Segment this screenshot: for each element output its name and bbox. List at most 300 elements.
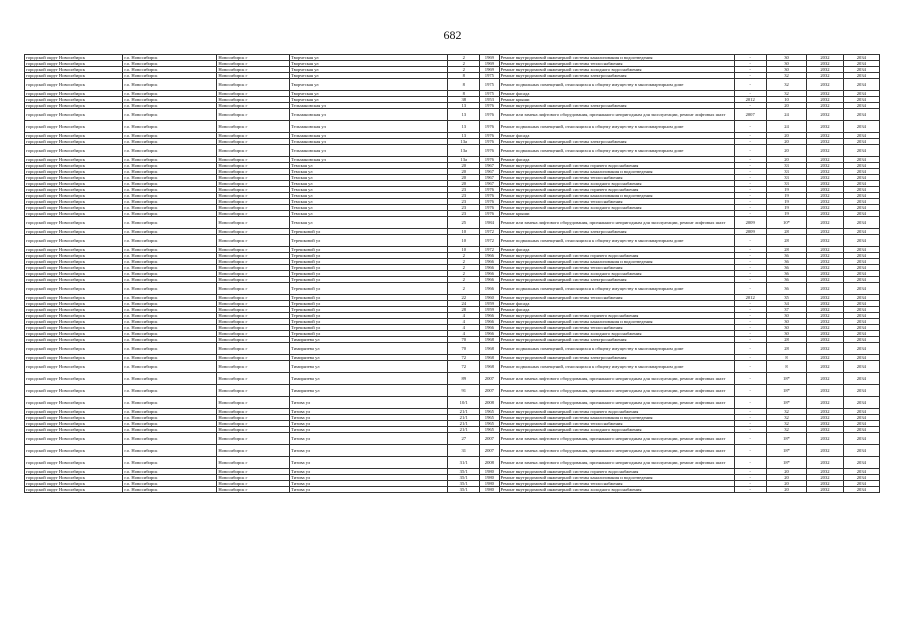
start-year-cell: 2032 (807, 205, 843, 211)
start-year-cell: 2032 (807, 343, 843, 355)
work-type-cell: Ремонт внутридомовой инженерной системы холодного водоснабжения (499, 67, 734, 73)
build-year-cell: 1984 (480, 217, 499, 229)
settlement-cell: Новосибирск г (217, 109, 290, 121)
work-type-cell: Ремонт фасада (499, 91, 734, 97)
wear-percent-cell: 36 (766, 271, 807, 277)
district-cell: г.о. Новосибирск (123, 199, 217, 205)
last-repair-year-cell: 2009 (734, 229, 766, 235)
street-cell: Темская ул (290, 163, 448, 169)
municipality-cell: городской округ Новосибирск (25, 163, 123, 169)
house-number-cell: 35/1 (448, 469, 480, 475)
house-number-cell: 2 (448, 271, 480, 277)
district-cell: г.о. Новосибирск (123, 97, 217, 103)
settlement-cell: Новосибирск г (217, 67, 290, 73)
street-cell: Терешковой ул (290, 259, 448, 265)
start-year-cell: 2032 (807, 157, 843, 163)
settlement-cell: Новосибирск г (217, 445, 290, 457)
last-repair-year-cell: - (734, 475, 766, 481)
build-year-cell: 1968 (480, 355, 499, 361)
house-number-cell: 13 (448, 103, 480, 109)
work-type-cell: Ремонт внутридомовой инженерной системы теплоснабжения (499, 325, 734, 331)
build-year-cell: 2007 (480, 385, 499, 397)
work-type-cell: Ремонт или замена лифтового оборудования, признанного непригодным для эксплуатации, ремонт лифтовых шахт (499, 445, 734, 457)
street-cell: Тельмановская ул (290, 145, 448, 157)
page-number: 682 (443, 28, 462, 42)
start-year-cell: 2032 (807, 145, 843, 157)
build-year-cell: 1967 (480, 169, 499, 175)
municipality-cell: городской округ Новосибирск (25, 121, 123, 133)
district-cell: г.о. Новосибирск (123, 307, 217, 313)
build-year-cell: 2007 (480, 433, 499, 445)
start-year-cell: 2032 (807, 385, 843, 397)
end-year-cell: 2034 (843, 217, 879, 229)
street-cell: Тимирязева ул (290, 385, 448, 397)
build-year-cell: 1980 (480, 469, 499, 475)
last-repair-year-cell: - (734, 337, 766, 343)
work-type-cell: Ремонт внутридомовой инженерной системы канализования и водоотведения (499, 475, 734, 481)
municipality-cell: городской округ Новосибирск (25, 139, 123, 145)
work-type-cell: Ремонт внутридомовой инженерной системы горячего водоснабжения (499, 253, 734, 259)
build-year-cell: 1968 (480, 337, 499, 343)
street-cell: Тельмановская ул (290, 157, 448, 163)
start-year-cell: 2032 (807, 121, 843, 133)
wear-percent-cell: 28 (766, 337, 807, 343)
district-cell: г.о. Новосибирск (123, 175, 217, 181)
work-type-cell: Ремонт внутридомовой инженерной системы холодного водоснабжения (499, 181, 734, 187)
municipality-cell: городской округ Новосибирск (25, 61, 123, 67)
work-type-cell: Ремонт подвальных помещений, относящихся к общему имуществу в многоквартирном доме (499, 145, 734, 157)
end-year-cell: 2034 (843, 91, 879, 97)
street-cell: Терешковой ул (290, 313, 448, 319)
start-year-cell: 2032 (807, 91, 843, 97)
end-year-cell: 2034 (843, 331, 879, 337)
street-cell: Терешковой ул (290, 253, 448, 259)
wear-percent-cell: 34 (766, 301, 807, 307)
work-type-cell: Ремонт внутридомовой инженерной системы электроснабжения (499, 355, 734, 361)
street-cell: Титова ул (290, 475, 448, 481)
end-year-cell: 2034 (843, 397, 879, 409)
settlement-cell: Новосибирск г (217, 265, 290, 271)
build-year-cell: 1975 (480, 73, 499, 79)
end-year-cell: 2034 (843, 73, 879, 79)
start-year-cell: 2032 (807, 319, 843, 325)
street-cell: Тельмановская ул (290, 103, 448, 109)
work-type-cell: Ремонт внутридомовой инженерной системы холодного водоснабжения (499, 331, 734, 337)
start-year-cell: 2032 (807, 445, 843, 457)
start-year-cell: 2032 (807, 373, 843, 385)
street-cell: Терешковой ул (290, 295, 448, 301)
municipality-cell: городской округ Новосибирск (25, 175, 123, 181)
end-year-cell: 2034 (843, 229, 879, 235)
work-type-cell: Ремонт внутридомовой инженерной системы электроснабжения (499, 229, 734, 235)
build-year-cell: 1966 (480, 265, 499, 271)
end-year-cell: 2034 (843, 169, 879, 175)
build-year-cell: 1966 (480, 271, 499, 277)
work-type-cell: Ремонт внутридомовой инженерной системы канализования и водоотведения (499, 415, 734, 421)
build-year-cell: 1975 (480, 91, 499, 97)
street-cell: Темская ул (290, 217, 448, 229)
municipality-cell: городской округ Новосибирск (25, 355, 123, 361)
wear-percent-cell: 10 (766, 97, 807, 103)
build-year-cell: 1969 (480, 61, 499, 67)
house-number-cell: 4 (448, 313, 480, 319)
build-year-cell: 1967 (480, 175, 499, 181)
district-cell: г.о. Новосибирск (123, 55, 217, 61)
municipality-cell: городской округ Новосибирск (25, 271, 123, 277)
work-type-cell: Ремонт фасада (499, 157, 734, 163)
last-repair-year-cell: - (734, 91, 766, 97)
municipality-cell: городской округ Новосибирск (25, 211, 123, 217)
table-row (25, 487, 880, 493)
street-cell: Тимирязева ул (290, 343, 448, 355)
municipality-cell: городской округ Новосибирск (25, 475, 123, 481)
municipality-cell: городской округ Новосибирск (25, 91, 123, 97)
wear-percent-cell: 8 (766, 355, 807, 361)
build-year-cell: 1959 (480, 307, 499, 313)
wear-percent-cell: 28 (766, 229, 807, 235)
build-year-cell: 1976 (480, 187, 499, 193)
settlement-cell: Новосибирск г (217, 475, 290, 481)
municipality-cell: городской округ Новосибирск (25, 79, 123, 91)
district-cell: г.о. Новосибирск (123, 253, 217, 259)
house-number-cell: 72 (448, 361, 480, 373)
district-cell: г.о. Новосибирск (123, 295, 217, 301)
municipality-cell: городской округ Новосибирск (25, 427, 123, 433)
end-year-cell: 2034 (843, 61, 879, 67)
district-cell: г.о. Новосибирск (123, 313, 217, 319)
district-cell: г.о. Новосибирск (123, 163, 217, 169)
settlement-cell: Новосибирск г (217, 193, 290, 199)
wear-percent-cell: 28 (766, 235, 807, 247)
build-year-cell: 1972 (480, 235, 499, 247)
house-number-cell: 35/1 (448, 475, 480, 481)
settlement-cell: Новосибирск г (217, 235, 290, 247)
district-cell: г.о. Новосибирск (123, 145, 217, 157)
municipality-cell: городской округ Новосибирск (25, 187, 123, 193)
house-number-cell: 91 (448, 385, 480, 397)
build-year-cell: 1976 (480, 145, 499, 157)
street-cell: Темская ул (290, 169, 448, 175)
wear-percent-cell: 19 (766, 187, 807, 193)
build-year-cell: 1966 (480, 259, 499, 265)
street-cell: Титова ул (290, 397, 448, 409)
work-type-cell: Ремонт внутридомовой инженерной системы канализования и водоотведения (499, 319, 734, 325)
start-year-cell: 2032 (807, 337, 843, 343)
last-repair-year-cell: - (734, 421, 766, 427)
end-year-cell: 2034 (843, 415, 879, 421)
district-cell: г.о. Новосибирск (123, 271, 217, 277)
end-year-cell: 2034 (843, 445, 879, 457)
house-number-cell: 31/1 (448, 457, 480, 469)
end-year-cell: 2034 (843, 205, 879, 211)
house-number-cell: 70 (448, 337, 480, 343)
wear-percent-cell: 24 (766, 109, 807, 121)
district-cell: г.о. Новосибирск (123, 109, 217, 121)
last-repair-year-cell: 2007 (734, 109, 766, 121)
start-year-cell: 2032 (807, 253, 843, 259)
build-year-cell: 1966 (480, 319, 499, 325)
wear-percent-cell: 30 (766, 61, 807, 67)
settlement-cell: Новосибирск г (217, 91, 290, 97)
settlement-cell: Новосибирск г (217, 487, 290, 493)
house-number-cell: 13а (448, 145, 480, 157)
wear-percent-cell: 18* (766, 433, 807, 445)
municipality-cell: городской округ Новосибирск (25, 421, 123, 427)
district-cell: г.о. Новосибирск (123, 481, 217, 487)
street-cell: Терешковой ул (290, 319, 448, 325)
wear-percent-cell: 33 (766, 181, 807, 187)
end-year-cell: 2034 (843, 181, 879, 187)
district-cell: г.о. Новосибирск (123, 217, 217, 229)
start-year-cell: 2032 (807, 199, 843, 205)
work-type-cell: Ремонт внутридомовой инженерной системы горячего водоснабжения (499, 163, 734, 169)
settlement-cell: Новосибирск г (217, 283, 290, 295)
start-year-cell: 2032 (807, 61, 843, 67)
table-row (25, 343, 880, 355)
wear-percent-cell: 28 (766, 247, 807, 253)
settlement-cell: Новосибирск г (217, 211, 290, 217)
settlement-cell: Новосибирск г (217, 163, 290, 169)
last-repair-year-cell: - (734, 319, 766, 325)
house-number-cell: 28 (448, 307, 480, 313)
build-year-cell: 1953 (480, 97, 499, 103)
house-number-cell: 8 (448, 91, 480, 97)
district-cell: г.о. Новосибирск (123, 181, 217, 187)
build-year-cell: 1976 (480, 121, 499, 133)
district-cell: г.о. Новосибирск (123, 337, 217, 343)
house-number-cell: 23 (448, 211, 480, 217)
district-cell: г.о. Новосибирск (123, 121, 217, 133)
house-number-cell: 35/1 (448, 481, 480, 487)
build-year-cell: 1966 (480, 283, 499, 295)
municipality-cell: городской округ Новосибирск (25, 265, 123, 271)
last-repair-year-cell: - (734, 385, 766, 397)
start-year-cell: 2032 (807, 73, 843, 79)
municipality-cell: городской округ Новосибирск (25, 409, 123, 415)
work-type-cell: Ремонт или замена лифтового оборудования, признанного непригодным для эксплуатации, ремонт лифтовых шахт (499, 385, 734, 397)
street-cell: Темская ул (290, 199, 448, 205)
start-year-cell: 2032 (807, 433, 843, 445)
municipality-cell: городской округ Новосибирск (25, 217, 123, 229)
house-number-cell: 38 (448, 97, 480, 103)
last-repair-year-cell: - (734, 373, 766, 385)
municipality-cell: городской округ Новосибирск (25, 481, 123, 487)
house-number-cell: 13а (448, 139, 480, 145)
table-row (25, 121, 880, 133)
work-type-cell: Ремонт или замена лифтового оборудования, признанного непригодным для эксплуатации, ремонт лифтовых шахт (499, 457, 734, 469)
last-repair-year-cell: - (734, 355, 766, 361)
last-repair-year-cell: - (734, 211, 766, 217)
house-number-cell: 8 (448, 73, 480, 79)
last-repair-year-cell: - (734, 79, 766, 91)
settlement-cell: Новосибирск г (217, 139, 290, 145)
end-year-cell: 2034 (843, 103, 879, 109)
end-year-cell: 2034 (843, 247, 879, 253)
municipality-cell: городской округ Новосибирск (25, 55, 123, 61)
work-type-cell: Ремонт крыши (499, 211, 734, 217)
build-year-cell: 1968 (480, 361, 499, 373)
start-year-cell: 2032 (807, 325, 843, 331)
wear-percent-cell: 20 (766, 145, 807, 157)
start-year-cell: 2032 (807, 283, 843, 295)
start-year-cell: 2032 (807, 259, 843, 265)
municipality-cell: городской округ Новосибирск (25, 295, 123, 301)
district-cell: г.о. Новосибирск (123, 343, 217, 355)
start-year-cell: 2032 (807, 481, 843, 487)
district-cell: г.о. Новосибирск (123, 133, 217, 139)
last-repair-year-cell: - (734, 157, 766, 163)
work-type-cell: Ремонт внутридомовой инженерной системы теплоснабжения (499, 295, 734, 301)
last-repair-year-cell: - (734, 181, 766, 187)
settlement-cell: Новосибирск г (217, 169, 290, 175)
work-type-cell: Ремонт или замена лифтового оборудования, признанного непригодным для эксплуатации, ремонт лифтовых шахт (499, 397, 734, 409)
house-number-cell: 20 (448, 163, 480, 169)
start-year-cell: 2032 (807, 79, 843, 91)
municipality-cell: городской округ Новосибирск (25, 373, 123, 385)
wear-percent-cell: 32 (766, 91, 807, 97)
settlement-cell: Новосибирск г (217, 73, 290, 79)
last-repair-year-cell: - (734, 253, 766, 259)
street-cell: Тельмановская ул (290, 109, 448, 121)
wear-percent-cell: 20 (766, 157, 807, 163)
street-cell: Титова ул (290, 433, 448, 445)
work-type-cell: Ремонт фасада (499, 133, 734, 139)
wear-percent-cell: 32 (766, 427, 807, 433)
settlement-cell: Новосибирск г (217, 229, 290, 235)
wear-percent-cell: 33 (766, 175, 807, 181)
build-year-cell: 1976 (480, 193, 499, 199)
street-cell: Титова ул (290, 427, 448, 433)
start-year-cell: 2032 (807, 487, 843, 493)
table-row (25, 373, 880, 385)
build-year-cell: 1959 (480, 301, 499, 307)
work-type-cell: Ремонт внутридомовой инженерной системы горячего водоснабжения (499, 313, 734, 319)
settlement-cell: Новосибирск г (217, 325, 290, 331)
district-cell: г.о. Новосибирск (123, 469, 217, 475)
wear-percent-cell: 36 (766, 277, 807, 283)
work-type-cell: Ремонт или замена лифтового оборудования, признанного непригодным для эксплуатации, ремонт лифтовых шахт (499, 373, 734, 385)
wear-percent-cell: 20 (766, 469, 807, 475)
district-cell: г.о. Новосибирск (123, 385, 217, 397)
municipality-cell: городской округ Новосибирск (25, 415, 123, 421)
end-year-cell: 2034 (843, 361, 879, 373)
work-type-cell: Ремонт внутридомовой инженерной системы электроснабжения (499, 337, 734, 343)
settlement-cell: Новосибирск г (217, 133, 290, 139)
last-repair-year-cell: - (734, 325, 766, 331)
settlement-cell: Новосибирск г (217, 313, 290, 319)
settlement-cell: Новосибирск г (217, 427, 290, 433)
municipality-cell: городской округ Новосибирск (25, 457, 123, 469)
street-cell: Творческая ул (290, 55, 448, 61)
settlement-cell: Новосибирск г (217, 247, 290, 253)
house-number-cell: 23 (448, 199, 480, 205)
start-year-cell: 2032 (807, 187, 843, 193)
settlement-cell: Новосибирск г (217, 103, 290, 109)
build-year-cell: 1965 (480, 427, 499, 433)
last-repair-year-cell: - (734, 409, 766, 415)
work-type-cell: Ремонт фасада (499, 301, 734, 307)
start-year-cell: 2032 (807, 355, 843, 361)
wear-percent-cell: 30 (766, 313, 807, 319)
district-cell: г.о. Новосибирск (123, 61, 217, 67)
municipality-cell: городской округ Новосибирск (25, 469, 123, 475)
house-number-cell: 20 (448, 175, 480, 181)
last-repair-year-cell: - (734, 193, 766, 199)
municipality-cell: городской округ Новосибирск (25, 331, 123, 337)
start-year-cell: 2032 (807, 235, 843, 247)
end-year-cell: 2034 (843, 301, 879, 307)
district-cell: г.о. Новосибирск (123, 397, 217, 409)
last-repair-year-cell: - (734, 175, 766, 181)
last-repair-year-cell: - (734, 247, 766, 253)
build-year-cell: 1966 (480, 277, 499, 283)
settlement-cell: Новосибирск г (217, 481, 290, 487)
street-cell: Титова ул (290, 421, 448, 427)
last-repair-year-cell: - (734, 121, 766, 133)
street-cell: Терешковой ул (290, 265, 448, 271)
start-year-cell: 2032 (807, 295, 843, 301)
street-cell: Титова ул (290, 469, 448, 475)
wear-percent-cell: 19 (766, 205, 807, 211)
build-year-cell: 1965 (480, 415, 499, 421)
end-year-cell: 2034 (843, 109, 879, 121)
settlement-cell: Новосибирск г (217, 217, 290, 229)
wear-percent-cell: 19 (766, 199, 807, 205)
end-year-cell: 2034 (843, 121, 879, 133)
street-cell: Творческая ул (290, 91, 448, 97)
house-number-cell: 2 (448, 259, 480, 265)
district-cell: г.о. Новосибирск (123, 415, 217, 421)
work-type-cell: Ремонт внутридомовой инженерной системы горячего водоснабжения (499, 469, 734, 475)
end-year-cell: 2034 (843, 79, 879, 91)
build-year-cell: 1980 (480, 487, 499, 493)
start-year-cell: 2032 (807, 409, 843, 415)
wear-percent-cell: 20 (766, 133, 807, 139)
end-year-cell: 2034 (843, 325, 879, 331)
municipality-cell: городской округ Новосибирск (25, 145, 123, 157)
build-year-cell: 1975 (480, 79, 499, 91)
table-row (25, 385, 880, 397)
build-year-cell: 1966 (480, 313, 499, 319)
start-year-cell: 2032 (807, 55, 843, 61)
wear-percent-cell: 32 (766, 409, 807, 415)
build-year-cell: 2007 (480, 373, 499, 385)
end-year-cell: 2034 (843, 427, 879, 433)
street-cell: Темская ул (290, 181, 448, 187)
settlement-cell: Новосибирск г (217, 199, 290, 205)
table-row (25, 283, 880, 295)
end-year-cell: 2034 (843, 235, 879, 247)
start-year-cell: 2032 (807, 109, 843, 121)
end-year-cell: 2034 (843, 97, 879, 103)
last-repair-year-cell: - (734, 397, 766, 409)
street-cell: Терешковой ул (290, 331, 448, 337)
work-type-cell: Ремонт внутридомовой инженерной системы теплоснабжения (499, 265, 734, 271)
build-year-cell: 1972 (480, 229, 499, 235)
end-year-cell: 2034 (843, 157, 879, 163)
settlement-cell: Новосибирск г (217, 79, 290, 91)
district-cell: г.о. Новосибирск (123, 229, 217, 235)
district-cell: г.о. Новосибирск (123, 427, 217, 433)
end-year-cell: 2034 (843, 133, 879, 139)
district-cell: г.о. Новосибирск (123, 445, 217, 457)
work-type-cell: Ремонт или замена лифтового оборудования, признанного непригодным для эксплуатации, ремонт лифтовых шахт (499, 217, 734, 229)
wear-percent-cell: 30 (766, 331, 807, 337)
start-year-cell: 2032 (807, 457, 843, 469)
build-year-cell: 1976 (480, 157, 499, 163)
street-cell: Тимирязева ул (290, 373, 448, 385)
work-type-cell: Ремонт фасада (499, 247, 734, 253)
